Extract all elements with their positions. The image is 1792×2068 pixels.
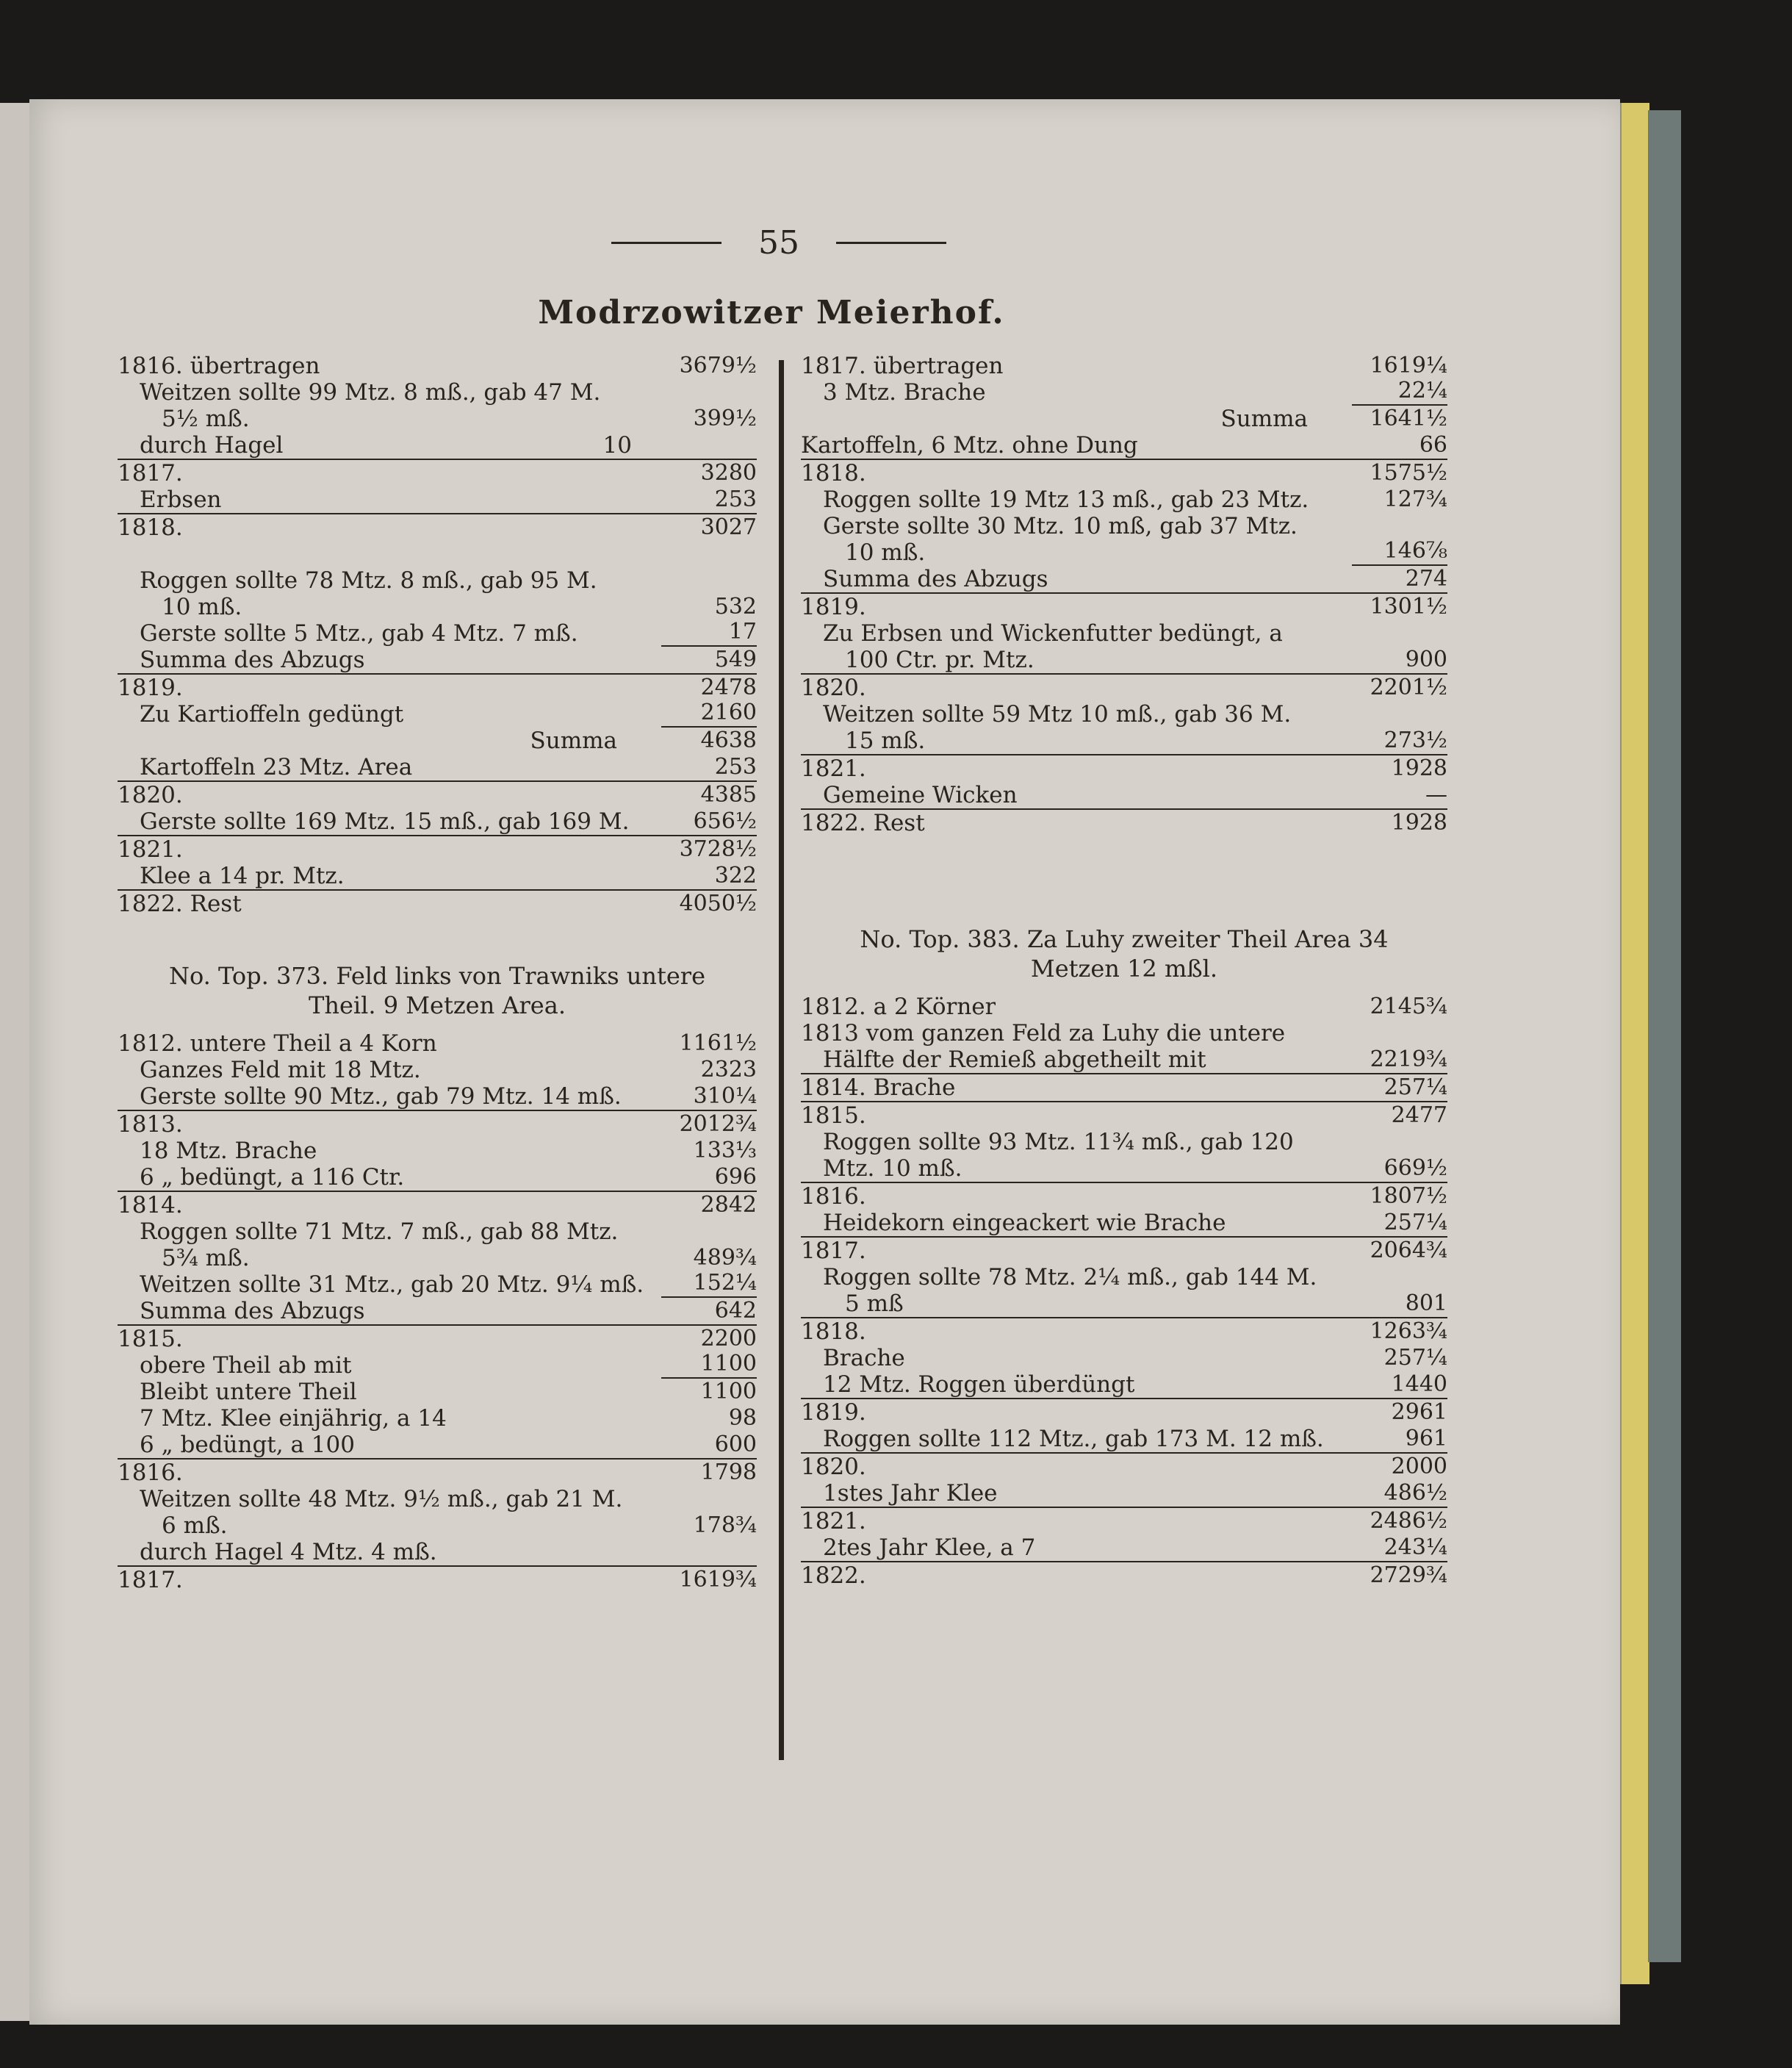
left-column <box>118 353 757 1593</box>
ledger-entry-text: 1stes Jahr Klee <box>823 1480 998 1507</box>
ledger-entry-text: Roggen sollte 78 Mtz. 2¼ mß., gab 144 M. <box>823 1264 1317 1290</box>
ledger-entry-text: Klee a 14 pr. Mtz. <box>140 863 345 889</box>
ledger-amount: 669½ <box>1383 1155 1447 1181</box>
ledger-amount: 3027 <box>700 514 757 540</box>
ledger-row <box>801 487 1447 513</box>
ledger-amount: 4385 <box>700 782 757 808</box>
ledger-row <box>118 1271 757 1298</box>
ledger-entry-text: 1819. <box>801 1399 866 1426</box>
book-cover-board <box>1648 110 1681 1962</box>
ledger-row <box>118 406 757 432</box>
ledger-amount: 66 <box>1419 432 1447 458</box>
ledger-row <box>801 406 1447 432</box>
ledger-entry-text: 1816. übertragen <box>118 353 320 379</box>
ledger-entry-text: 1818. <box>801 460 866 487</box>
ledger-amount: 2200 <box>700 1326 757 1351</box>
page-block-edge <box>1620 103 1649 1984</box>
ledger-row <box>801 432 1447 460</box>
ledger-amount: 532 <box>714 594 757 620</box>
ledger-row <box>118 379 757 406</box>
ledger-entry-text: 1821. <box>801 1508 866 1534</box>
ledger-row <box>118 1486 757 1512</box>
ledger-amount: 2478 <box>700 675 757 700</box>
ledger-row <box>801 1454 1447 1480</box>
ledger-row <box>118 1512 757 1539</box>
page-number: 55 <box>758 223 799 262</box>
ledger-amount: — <box>1425 782 1447 808</box>
ledger-entry-text: 1812. untere Theil a 4 Korn <box>118 1030 437 1057</box>
ledger-amount: 257¼ <box>1383 1210 1447 1235</box>
ledger-amount: 900 <box>1405 647 1447 672</box>
ledger-row <box>801 1020 1447 1046</box>
ledger-amount: 1807½ <box>1370 1183 1447 1209</box>
ledger-amount: 1301½ <box>1370 594 1447 620</box>
ledger-row <box>118 701 757 728</box>
ledger-amount: 549 <box>714 647 757 672</box>
ledger-row <box>801 755 1447 782</box>
ledger-entry-text: Zu Kartioffeln gedüngt <box>140 701 404 728</box>
ledger-entry-text: 7 Mtz. Klee einjährig, a 14 <box>140 1405 447 1432</box>
ledger-entry-text: 1821. <box>118 836 183 863</box>
ledger-amount: 3679½ <box>679 353 757 378</box>
ledger-entry-text: 18 Mtz. Brache <box>140 1138 317 1164</box>
ledger-entry-text: 2tes Jahr Klee, a 7 <box>823 1534 1036 1561</box>
ledger-entry-text: 12 Mtz. Roggen überdüngt <box>823 1371 1135 1398</box>
ledger-entry-text: Gerste sollte 90 Mtz., gab 79 Mtz. 14 mß. <box>140 1083 622 1110</box>
ledger-row <box>118 1192 757 1218</box>
ledger-entry-text: 1820. <box>801 675 866 701</box>
right-ledger-rows <box>801 353 1447 836</box>
ledger-amount: 961 <box>1405 1426 1447 1451</box>
ledger-entry-mid: 10 <box>602 432 632 459</box>
ledger-entry-text: 1821. <box>801 755 866 782</box>
ledger-row <box>118 1460 757 1486</box>
ledger-entry-text: 1815. <box>801 1102 866 1129</box>
ledger-row <box>118 1567 757 1593</box>
ledger-amount: 3280 <box>700 460 757 486</box>
ledger-amount: 600 <box>714 1432 757 1457</box>
ledger-row <box>801 1508 1447 1534</box>
ledger-entry-text: Bleibt untere Theil <box>140 1379 357 1405</box>
ledger-row <box>118 541 757 567</box>
ledger-entry-text: 1816. <box>118 1460 183 1486</box>
ledger-row <box>118 1379 757 1405</box>
ledger-amount: 17 <box>661 619 757 647</box>
ledger-entry-text: Erbsen <box>140 487 222 513</box>
ledger-entry-text: Heidekorn eingeackert wie Brache <box>823 1210 1226 1236</box>
ledger-entry-text: Gerste sollte 30 Mtz. 10 mß, gab 37 Mtz. <box>823 513 1298 539</box>
ledger-entry-text: Weitzen sollte 99 Mtz. 8 mß., gab 47 M. <box>140 379 601 406</box>
ledger-amount: 489¾ <box>693 1245 757 1271</box>
ledger-row <box>118 836 757 863</box>
ledger-row <box>118 1218 757 1245</box>
ledger-entry-text: Kartoffeln 23 Mtz. Area <box>140 754 413 780</box>
ledger-row <box>801 539 1447 566</box>
ledger-entry-text: Roggen sollte 93 Mtz. 11¾ mß., gab 120 <box>823 1129 1294 1155</box>
ledger-row <box>801 566 1447 594</box>
page-title: Modrzowitzer Meierhof. <box>538 294 1005 331</box>
ledger-row <box>118 620 757 647</box>
right-ledger-rows-2 <box>801 994 1447 1589</box>
ledger-amount: 2323 <box>700 1057 757 1083</box>
ledger-entry-text: Summa <box>530 728 617 754</box>
ledger-amount: 2842 <box>700 1192 757 1218</box>
ledger-entry-text: 1814. <box>118 1192 183 1218</box>
ledger-row <box>801 1238 1447 1264</box>
ledger-row <box>801 647 1447 675</box>
ledger-row <box>801 620 1447 647</box>
ledger-row <box>118 863 757 891</box>
ledger-entry-text: Weitzen sollte 59 Mtz 10 mß., gab 36 M. <box>823 701 1292 728</box>
ledger-row <box>801 1290 1447 1318</box>
ledger-amount: 274 <box>1405 566 1447 592</box>
ledger-row <box>118 567 757 594</box>
ledger-entry-text: Weitzen sollte 31 Mtz., gab 20 Mtz. 9¼ mß. <box>140 1271 644 1298</box>
ledger-row <box>801 353 1447 379</box>
ledger-entry-text: Kartoffeln, 6 Mtz. ohne Dung <box>801 432 1138 459</box>
ledger-row <box>118 1057 757 1083</box>
ledger-amount: 642 <box>714 1298 757 1324</box>
ledger-entry-text: 6 „ bedüngt, a 100 <box>140 1432 355 1458</box>
page-header <box>595 220 962 265</box>
ledger-row <box>118 1405 757 1432</box>
ledger-entry-text: Roggen sollte 78 Mtz. 8 mß., gab 95 M. <box>140 567 597 594</box>
ledger-amount: 253 <box>714 754 757 780</box>
ledger-entry-text: 6 „ bedüngt, a 116 Ctr. <box>140 1164 405 1191</box>
ledger-entry-text: 1813. <box>118 1111 183 1138</box>
left-ledger-rows <box>118 353 757 917</box>
ledger-amount: 1100 <box>700 1379 757 1404</box>
ledger-entry-text: 1817. <box>118 1567 183 1593</box>
ledger-amount: 1619¾ <box>679 1567 757 1593</box>
ledger-amount: 1575½ <box>1370 460 1447 486</box>
ledger-amount: 257¼ <box>1383 1345 1447 1371</box>
ledger-entry-text: 5 mß <box>845 1290 904 1317</box>
ledger-row <box>801 1264 1447 1290</box>
ledger-amount: 2219¾ <box>1370 1046 1447 1072</box>
ledger-row <box>801 1129 1447 1155</box>
ledger-row <box>118 1083 757 1111</box>
ledger-amount: 399½ <box>693 406 757 431</box>
ledger-row <box>118 1164 757 1192</box>
ledger-row <box>801 994 1447 1020</box>
ledger-amount: 1928 <box>1391 755 1447 781</box>
ledger-row <box>801 1183 1447 1210</box>
ledger-row <box>118 1030 757 1057</box>
ledger-row <box>118 1245 757 1271</box>
ledger-amount: 2145¾ <box>1370 994 1447 1019</box>
ledger-row <box>118 353 757 379</box>
right-section-heading: No. Top. 383. Za Luhy zweiter Theil Area 34 Metzen 12 mßl. <box>860 925 1389 983</box>
ledger-entry-text: 5½ mß. <box>162 406 250 432</box>
ledger-amount: 1263¾ <box>1370 1318 1447 1344</box>
ledger-amount: 127¾ <box>1383 487 1447 512</box>
ledger-entry-text: 1817. <box>118 460 183 487</box>
ledger-entry-text: durch Hagel 4 Mtz. 4 mß. <box>140 1539 437 1565</box>
ledger-entry-text: Hälfte der Remieß abgetheilt mit <box>823 1046 1206 1073</box>
ledger-entry-text: Summa des Abzugs <box>140 1298 365 1324</box>
ledger-amount: 656½ <box>693 808 757 834</box>
ledger-row <box>801 1562 1447 1589</box>
ledger-amount: 1641½ <box>1370 406 1447 431</box>
ledger-row <box>801 1046 1447 1074</box>
ledger-amount: 1619¼ <box>1370 353 1447 378</box>
ledger-amount: 98 <box>728 1405 757 1431</box>
ledger-row <box>801 1318 1447 1345</box>
ledger-entry-text: 15 mß. <box>845 728 926 754</box>
ledger-amount: 2486½ <box>1370 1508 1447 1534</box>
ledger-row <box>801 728 1447 755</box>
ledger-amount: 146⅞ <box>1352 538 1447 566</box>
ledger-row <box>118 728 757 754</box>
ledger-amount: 4050½ <box>679 891 757 916</box>
ledger-entry-text: Mtz. 10 mß. <box>823 1155 962 1182</box>
ledger-row <box>801 1480 1447 1508</box>
ledger-row <box>118 432 757 460</box>
ledger-amount: 801 <box>1405 1290 1447 1316</box>
ledger-amount: 1928 <box>1391 810 1447 836</box>
ledger-row <box>118 594 757 620</box>
ledger-amount: 2477 <box>1391 1102 1447 1128</box>
ledger-entry-text: 100 Ctr. pr. Mtz. <box>845 647 1034 673</box>
header-rule-left <box>611 242 722 244</box>
ledger-entry-text: 1812. a 2 Körner <box>801 994 996 1020</box>
ledger-amount: 253 <box>714 487 757 512</box>
ledger-entry-text: 1818. <box>801 1318 866 1345</box>
ledger-row <box>801 1345 1447 1371</box>
ledger-amount: 22¼ <box>1352 378 1447 406</box>
ledger-amount: 1798 <box>700 1460 757 1485</box>
ledger-entry-text: Brache <box>823 1345 905 1371</box>
ledger-amount: 2961 <box>1391 1399 1447 1425</box>
ledger-amount: 1440 <box>1391 1371 1447 1397</box>
ledger-entry-text: Roggen sollte 71 Mtz. 7 mß., gab 88 Mtz. <box>140 1218 619 1245</box>
ledger-row <box>118 808 757 836</box>
ledger-entry-text: 1820. <box>118 782 183 808</box>
ledger-row <box>118 1298 757 1326</box>
ledger-row <box>801 701 1447 728</box>
ledger-entry-text: 1820. <box>801 1454 866 1480</box>
ledger-row <box>118 782 757 808</box>
ledger-entry-text: 10 mß. <box>845 539 926 566</box>
ledger-entry-text: 5¾ mß. <box>162 1245 250 1271</box>
ledger-row <box>118 1111 757 1138</box>
ledger-row <box>801 1426 1447 1454</box>
ledger-amount: 1100 <box>661 1351 757 1379</box>
ledger-row <box>118 891 757 917</box>
ledger-entry-text: 1817. <box>801 1238 866 1264</box>
ledger-row <box>118 1138 757 1164</box>
ledger-amount: 2064¾ <box>1370 1238 1447 1263</box>
ledger-amount: 2000 <box>1391 1454 1447 1479</box>
ledger-amount: 273½ <box>1383 728 1447 753</box>
ledger-entry-text: 1815. <box>118 1326 183 1352</box>
column-divider <box>779 360 784 1760</box>
ledger-entry-text: Zu Erbsen und Wickenfutter bedüngt, a <box>823 620 1283 647</box>
ledger-entry-text: 10 mß. <box>162 594 242 620</box>
ledger-amount: 178¾ <box>693 1512 757 1538</box>
ledger-row <box>118 1539 757 1567</box>
ledger-entry-text: Gerste sollte 5 Mtz., gab 4 Mtz. 7 mß. <box>140 620 578 647</box>
left-section-heading: No. Top. 373. Feld links von Trawniks untere Theil. 9 Metzen Area. <box>168 962 706 1019</box>
ledger-entry-text: Gemeine Wicken <box>823 782 1018 808</box>
ledger-entry-text: 1822. <box>801 1562 866 1589</box>
ledger-entry-text: 1813 vom ganzen Feld za Luhy die untere <box>801 1020 1286 1046</box>
ledger-entry-text: 1822. Rest <box>118 891 242 917</box>
ledger-amount: 310¼ <box>693 1083 757 1109</box>
ledger-amount: 2201½ <box>1370 675 1447 700</box>
ledger-entry-text: Roggen sollte 19 Mtz 13 mß., gab 23 Mtz. <box>823 487 1309 513</box>
ledger-entry-text: Roggen sollte 112 Mtz., gab 173 M. 12 mß. <box>823 1426 1324 1452</box>
ledger-row <box>118 675 757 701</box>
ledger-row <box>801 379 1447 406</box>
left-ledger-rows-2 <box>118 1030 757 1593</box>
ledger-row <box>118 460 757 487</box>
ledger-row <box>801 513 1447 539</box>
ledger-entry-text: 1819. <box>801 594 866 620</box>
ledger-amount: 3728½ <box>679 836 757 862</box>
ledger-row <box>118 647 757 675</box>
ledger-entry-text: Gerste sollte 169 Mtz. 15 mß., gab 169 M. <box>140 808 630 835</box>
ledger-entry-text: 1818. <box>118 514 183 541</box>
ledger-entry-text: Weitzen sollte 48 Mtz. 9½ mß., gab 21 M. <box>140 1486 623 1512</box>
ledger-entry-text: Ganzes Feld mit 18 Mtz. <box>140 1057 421 1083</box>
ledger-row <box>801 1155 1447 1183</box>
ledger-amount: 152¼ <box>661 1270 757 1298</box>
ledger-row <box>801 782 1447 810</box>
ledger-row <box>118 514 757 541</box>
ledger-amount: 696 <box>714 1164 757 1190</box>
ledger-row <box>801 1534 1447 1562</box>
ledger-amount: 486½ <box>1383 1480 1447 1506</box>
ledger-row <box>801 1371 1447 1399</box>
ledger-row <box>801 810 1447 836</box>
ledger-amount: 257¼ <box>1383 1074 1447 1100</box>
ledger-amount: 2729¾ <box>1370 1562 1447 1588</box>
ledger-row <box>801 594 1447 620</box>
ledger-amount: 133⅓ <box>693 1138 757 1163</box>
ledger-row <box>801 1102 1447 1129</box>
ledger-entry-text: 3 Mtz. Brache <box>823 379 986 406</box>
ledger-amount: 243¼ <box>1383 1534 1447 1560</box>
ledger-amount: 1161½ <box>679 1030 757 1056</box>
ledger-row <box>118 754 757 782</box>
ledger-row <box>801 1074 1447 1102</box>
ledger-amount: 2160 <box>661 700 757 728</box>
ledger-entry-text: Summa <box>1220 406 1308 432</box>
ledger-entry-text: Summa des Abzugs <box>140 647 365 673</box>
ledger-entry-text: 1817. übertragen <box>801 353 1004 379</box>
ledger-entry-text: 1816. <box>801 1183 866 1210</box>
right-column <box>801 353 1447 1589</box>
ledger-entry-text: 1822. Rest <box>801 810 925 836</box>
ledger-row <box>801 1210 1447 1238</box>
ledger-entry-text: durch Hagel <box>140 432 284 459</box>
ledger-entry-text: obere Theil ab mit <box>140 1352 352 1379</box>
ledger-entry-text: Summa des Abzugs <box>823 566 1048 592</box>
ledger-amount: 322 <box>714 863 757 888</box>
ledger-row <box>118 1326 757 1352</box>
ledger-entry-text: 1819. <box>118 675 183 701</box>
ledger-entry-text: 6 mß. <box>162 1512 228 1539</box>
ledger-amount: 2012¾ <box>679 1111 757 1137</box>
ledger-row <box>801 460 1447 487</box>
ledger-row <box>118 1352 757 1379</box>
ledger-row <box>118 487 757 514</box>
ledger-row <box>118 1432 757 1460</box>
ledger-row <box>801 675 1447 701</box>
ledger-row <box>801 1399 1447 1426</box>
header-rule-right <box>836 242 946 244</box>
ledger-amount: 4638 <box>700 728 757 753</box>
ledger-entry-text: 1814. Brache <box>801 1074 956 1101</box>
